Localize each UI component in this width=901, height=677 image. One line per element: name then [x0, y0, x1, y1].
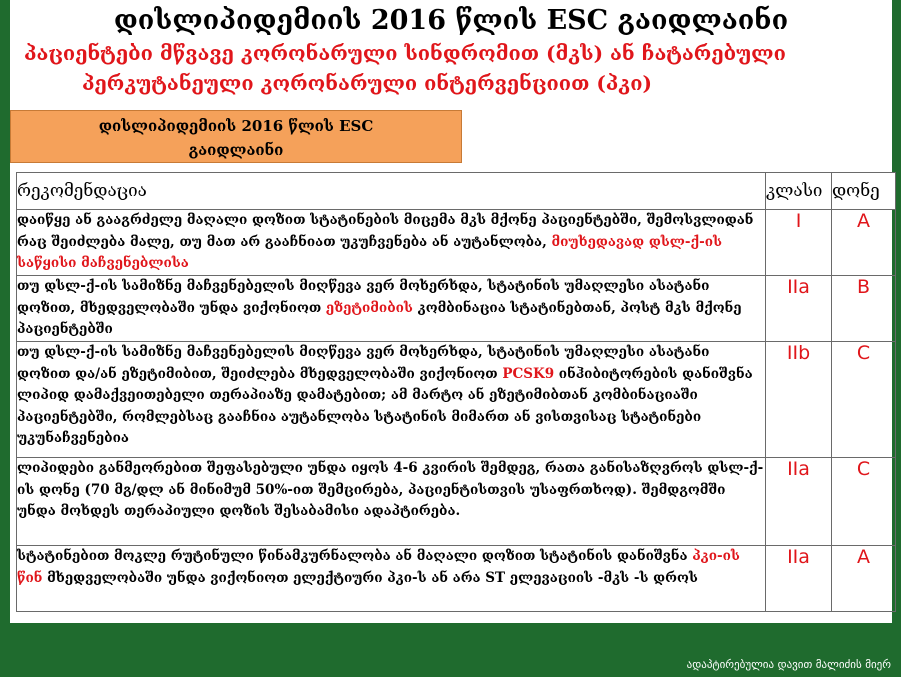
slide-title: დისლიპიდემიის 2016 წლის ESC გაიდლაინი: [113, 5, 789, 36]
guideline-label-line-2: გაიდლაინი: [188, 141, 284, 159]
subtitle-line-1: პაციენტები მწვავე კორონარული სინდრომით (მკს) ან ჩატარებული: [24, 41, 786, 65]
recommendation-text: თუ დსლ-ქ-ის სამიზნე მაჩვენებელის მიღწევა ვერ მოხერხდა, სტატინის უმაღლესი ასატანი დოზით და/ან ეზეტიმიბით, შეიძლება მხედველობაში ვიქონიოთ PCSK9 ინჰიბიტორების დანიშვნა ლიპიდ დამაქვეითებელი თერაპიაზე დამატებით; ამ მარტო ან ეზეტიმიბთან კომბინაციაში პაციენტებში, რომლებსაც გააჩნია აუტანლობა სტატინის მიმართ ან ვისთვისაც სტატინები უკუნაჩვენებია: [17, 342, 766, 458]
header-recommendation: რეკომენდაცია: [17, 173, 766, 210]
recommendation-class: IIa: [766, 546, 832, 612]
recommendation-class: I: [766, 210, 832, 276]
recommendation-text: დაიწყე ან გააგრძელე მაღალი დოზით სტატინების მიცემა მკს მქონე პაციენტებში, შემოსვლიდან რაც შეიძლება მალე, თუ მათ არ გააჩნიათ უკუჩვენება ან აუტანლობა, მიუხედავად დსლ-ქ-ის საწყისი მაჩვენებლისა: [17, 210, 766, 276]
recommendation-text: ლიპიდები განმეორებით შეფასებული უნდა იყოს 4-6 კვირის შემდეგ, რათა განისაზღვროს დსლ-ქ-ის დონე (70 მგ/დლ ან მინიმუმ 50%-ით შემცირება, პაციენტისთვის უსაფრთხოდ). შემდგომში უნდა მოხდეს თერაპიული დოზის შესაბამისი ადაპტირება.: [17, 458, 766, 546]
table-header-row: [17, 173, 896, 210]
slide: [10, 0, 892, 623]
recommendation-level: C: [832, 342, 896, 458]
recommendation-class: IIb: [766, 342, 832, 458]
recommendation-class: IIa: [766, 458, 832, 546]
recommendation-level: A: [832, 210, 896, 276]
header-level: დონე: [832, 173, 896, 210]
recommendation-level: C: [832, 458, 896, 546]
slide-subtitle: [10, 38, 892, 98]
recommendation-class: IIa: [766, 276, 832, 342]
recommendations-table: [16, 172, 896, 612]
recommendation-level: A: [832, 546, 896, 612]
table-row: [17, 546, 896, 612]
guideline-label-box: [10, 110, 462, 163]
table-row: [17, 210, 896, 276]
credit-text: ადაპტირებულია დავით მალიძის მიერ: [686, 658, 891, 671]
table-row: [17, 458, 896, 546]
header-class: კლასი: [766, 173, 832, 210]
table-row: [17, 342, 896, 458]
recommendation-text: სტატინებით მოკლე რუტინული წინამკურნალობა ან მაღალი დოზით სტატინის დანიშვნა პკი-ის წინ მხედველობაში უნდა ვიქონიოთ ელექტიური პკი-ს ან არა ST ელევაციის -მკს -ს დროს: [17, 546, 766, 612]
subtitle-line-2: პერკუტანეული კორონარული ინტერვენციით (პკი): [82, 71, 652, 95]
recommendation-text: თუ დსლ-ქ-ის სამიზნე მაჩვენებელის მიღწევა ვერ მოხერხდა, სტატინის უმაღლესი ასატანი დოზით, მხედველობაში უნდა ვიქონიოთ ეზეტიმიბის კომბინაცია სტატინებთან, პოსტ მკს მქონე პაციენტებში: [17, 276, 766, 342]
recommendation-level: B: [832, 276, 896, 342]
table-row: [17, 276, 896, 342]
guideline-label-line-1: დისლიპიდემიის 2016 წლის ESC: [98, 117, 374, 135]
